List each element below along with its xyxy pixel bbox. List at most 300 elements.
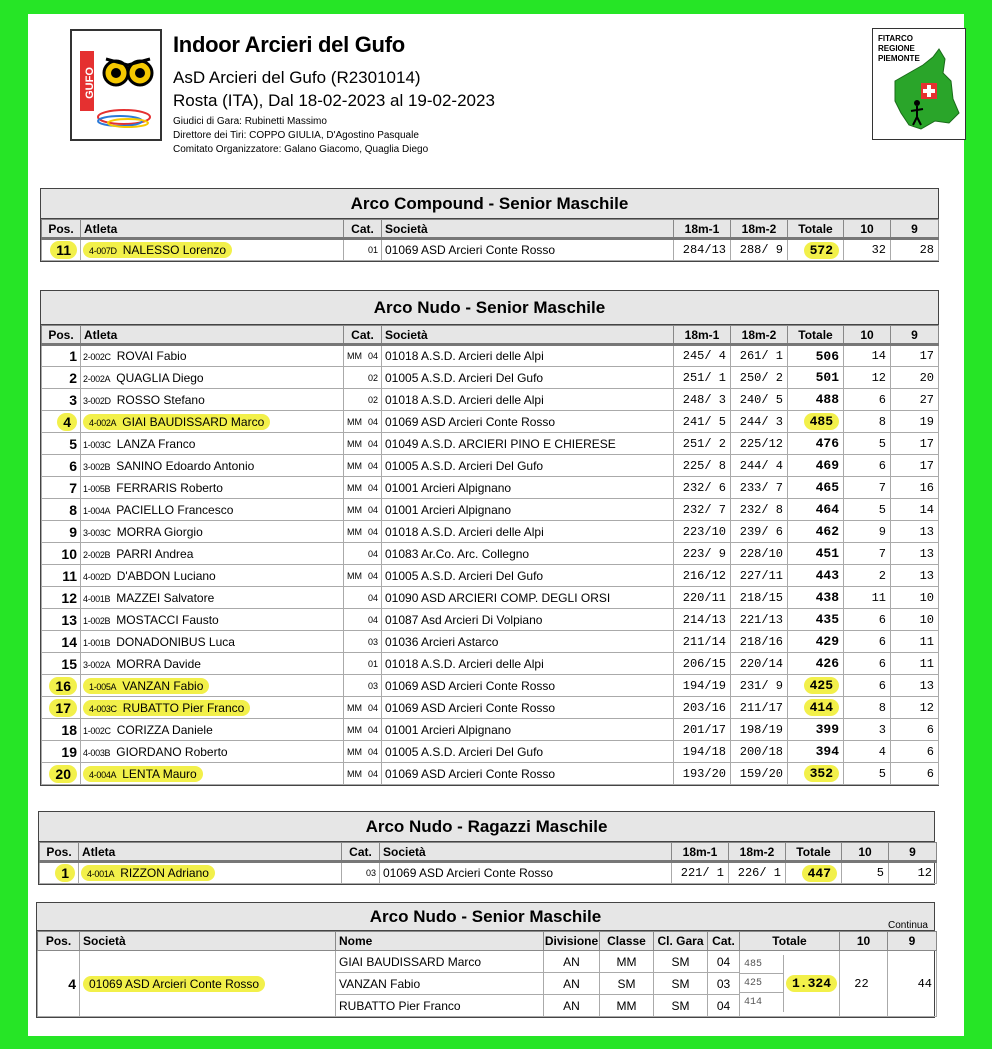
table-row	[42, 609, 939, 631]
athlete-pos: 5	[69, 435, 77, 452]
athlete-name: D'ABDON Luciano	[116, 568, 216, 583]
athlete-society: 01069 ASD Arcieri Conte Rosso	[382, 763, 674, 785]
athlete-pos: 11	[62, 567, 77, 584]
athlete-cat: 04	[367, 351, 378, 361]
col-athlete: Atleta	[81, 326, 344, 345]
table-row	[42, 719, 939, 741]
count-nines: 16	[891, 477, 939, 499]
athlete-cat: 01	[367, 245, 378, 255]
athlete-cat: 01	[367, 658, 378, 669]
table-row	[42, 587, 939, 609]
team-tens: 22	[840, 951, 888, 1017]
member-clgara: SM	[654, 995, 708, 1017]
athlete-society: 01018 A.S.D. Arcieri delle Alpi	[382, 521, 674, 543]
col-tens: 10	[844, 326, 891, 345]
score-18m-1: 220/11	[674, 587, 731, 609]
member-score: 485	[740, 955, 783, 974]
athlete-pos: 11	[50, 241, 77, 259]
athlete-pos: 6	[69, 457, 77, 474]
athlete-name: MORRA Davide	[116, 656, 201, 671]
count-nines: 13	[891, 543, 939, 565]
athlete-cat: 03	[367, 636, 378, 647]
athlete-society: 01018 A.S.D. Arcieri delle Alpi	[382, 389, 674, 411]
athlete-cat: 03	[367, 680, 378, 691]
athlete-society: 01005 A.S.D. Arcieri Del Gufo	[382, 741, 674, 763]
table-row	[42, 521, 939, 543]
count-tens: 5	[844, 499, 891, 521]
count-nines: 10	[891, 609, 939, 631]
col-cat: Cat.	[344, 326, 382, 345]
score-18m-1: 232/ 7	[674, 499, 731, 521]
score-18m-2: 233/ 7	[731, 477, 788, 499]
barebow-youth-table	[38, 811, 935, 885]
athlete-society: 01001 Arcieri Alpignano	[382, 499, 674, 521]
score-18m-1: 206/15	[674, 653, 731, 675]
athlete-cat: 04	[367, 548, 378, 559]
col-clgara: Cl. Gara	[654, 932, 708, 951]
count-tens: 5	[844, 433, 891, 455]
col-cat: Cat.	[344, 220, 382, 239]
count-tens: 4	[844, 741, 891, 763]
score-18m-2: 225/12	[731, 433, 788, 455]
member-division: AN	[544, 973, 600, 995]
score-total: 352	[804, 765, 839, 782]
score-total: 501	[815, 370, 839, 385]
athlete-society: 01069 ASD Arcieri Conte Rosso	[382, 411, 674, 433]
col-nines: 9	[891, 220, 939, 239]
col-18m-2: 18m-2	[729, 843, 786, 862]
member-score: 414	[744, 997, 763, 1008]
score-18m-2: 227/11	[731, 565, 788, 587]
col-total: Totale	[788, 326, 844, 345]
athlete-name: CORIZZA Daniele	[116, 722, 213, 737]
score-18m-2: 231/ 9	[731, 675, 788, 697]
athlete-society: 01069 ASD Arcieri Conte Rosso	[382, 239, 674, 261]
count-nines: 12	[891, 697, 939, 719]
score-18m-1: 214/13	[674, 609, 731, 631]
team-total: 1.324	[786, 975, 837, 992]
col-athlete: Atleta	[81, 220, 344, 239]
athlete-division: MM	[347, 416, 362, 427]
count-nines: 13	[891, 675, 939, 697]
count-tens: 6	[844, 653, 891, 675]
count-nines: 13	[891, 521, 939, 543]
count-tens: 11	[844, 587, 891, 609]
score-18m-2: 250/ 2	[731, 367, 788, 389]
athlete-division: MM	[347, 460, 362, 471]
score-total: 451	[815, 546, 839, 561]
athlete-cat: 04	[367, 592, 378, 603]
athlete-code: 4-002A	[89, 417, 117, 428]
count-nines: 11	[891, 631, 939, 653]
score-18m-2: 220/14	[731, 653, 788, 675]
barebow-senior-table	[40, 290, 939, 786]
score-total: 443	[815, 568, 839, 583]
score-total: 447	[802, 865, 837, 882]
athlete-society: 01087 Asd Arcieri Di Volpiano	[382, 609, 674, 631]
table-row	[42, 675, 939, 697]
score-total: 426	[815, 656, 839, 671]
count-nines: 11	[891, 653, 939, 675]
score-18m-1: 251/ 1	[674, 367, 731, 389]
athlete-pos: 19	[61, 743, 77, 760]
athlete-pos: 1	[55, 864, 75, 882]
score-18m-1: 193/20	[674, 763, 731, 785]
table-row	[42, 239, 939, 261]
count-tens: 7	[844, 477, 891, 499]
col-tens: 10	[840, 932, 888, 951]
athlete-code: 3-002B	[83, 461, 111, 472]
athlete-pos: 3	[69, 391, 77, 408]
count-nines: 10	[891, 587, 939, 609]
athlete-name: ROVAI Fabio	[116, 349, 187, 363]
athlete-pos: 10	[61, 545, 77, 562]
score-18m-2: 200/18	[731, 741, 788, 763]
member-division: AN	[544, 951, 600, 973]
athlete-code: 4-007D	[89, 246, 117, 256]
member-name: VANZAN Fabio	[336, 973, 544, 995]
col-nines: 9	[891, 326, 939, 345]
member-cat: 03	[708, 973, 740, 995]
count-nines: 17	[891, 455, 939, 477]
score-total: 435	[815, 612, 839, 627]
athlete-pos: 13	[61, 611, 77, 628]
athlete-pos: 1	[69, 348, 77, 364]
score-total: 399	[815, 722, 839, 737]
table-row	[42, 477, 939, 499]
event-header	[173, 32, 495, 157]
athlete-code: 3-002A	[83, 659, 111, 670]
athlete-society: 01005 A.S.D. Arcieri Del Gufo	[382, 455, 674, 477]
score-total: 476	[815, 436, 839, 451]
count-tens: 2	[844, 565, 891, 587]
table-row	[42, 499, 939, 521]
score-total: 464	[815, 502, 839, 517]
athlete-pos: 16	[49, 677, 77, 695]
athlete-name: SANINO Edoardo Antonio	[116, 458, 255, 473]
athlete-pos: 7	[69, 479, 77, 496]
logo-text: GUFO	[84, 67, 96, 99]
table-row	[42, 741, 939, 763]
table-row	[40, 862, 937, 884]
col-athlete: Atleta	[79, 843, 342, 862]
col-total: Totale	[740, 932, 840, 951]
score-total: 394	[815, 744, 839, 759]
score-total: 485	[804, 413, 839, 430]
score-18m-2: 228/10	[731, 543, 788, 565]
member-cat: 04	[708, 995, 740, 1017]
member-name: RUBATTO Pier Franco	[336, 995, 544, 1017]
section-title: Arco Nudo - Senior Maschile	[369, 907, 602, 926]
athlete-pos: 2	[69, 369, 77, 386]
athlete-cat: 04	[367, 416, 378, 427]
athlete-name: MORRA Giorgio	[116, 524, 203, 539]
count-nines: 14	[891, 499, 939, 521]
athlete-name: LANZA Franco	[116, 436, 196, 451]
count-tens: 6	[844, 609, 891, 631]
count-tens: 32	[844, 239, 891, 261]
col-pos: Pos.	[42, 326, 81, 345]
athlete-cat: 04	[367, 702, 378, 713]
col-society: Società	[382, 220, 674, 239]
team-results-table	[36, 902, 935, 1018]
member-class: SM	[600, 973, 654, 995]
athlete-name: QUAGLIA Diego	[116, 370, 204, 385]
col-18m-1: 18m-1	[674, 326, 731, 345]
score-18m-1: 245/ 4	[674, 345, 731, 367]
score-18m-1: 221/ 1	[672, 862, 729, 884]
event-place-date: Rosta (ITA), Dal 18-02-2023 al 19-02-2023	[173, 91, 495, 110]
athlete-code: 1-005B	[83, 483, 111, 494]
team-nines: 44	[888, 951, 937, 1017]
athlete-cat: 04	[367, 768, 378, 779]
event-title: Indoor Arcieri del Gufo	[173, 32, 405, 57]
section-title: Arco Nudo - Senior Maschile	[41, 291, 938, 325]
athlete-name: GIAI BAUDISSARD Marco	[122, 414, 265, 429]
score-total: 572	[804, 242, 839, 259]
athlete-code: 4-001B	[83, 593, 111, 604]
score-18m-2: 288/ 9	[731, 239, 788, 261]
col-pos: Pos.	[38, 932, 80, 951]
table-row	[42, 367, 939, 389]
athlete-division: MM	[347, 570, 362, 581]
score-18m-1: 251/ 2	[674, 433, 731, 455]
athlete-name: MOSTACCI Fausto	[116, 612, 219, 627]
score-18m-2: 159/20	[731, 763, 788, 785]
col-18m-1: 18m-1	[674, 220, 731, 239]
section-title: Arco Nudo - Ragazzi Maschile	[39, 812, 934, 842]
count-tens: 9	[844, 521, 891, 543]
score-18m-1: 216/12	[674, 565, 731, 587]
score-18m-1: 194/18	[674, 741, 731, 763]
athlete-code: 3-002D	[83, 395, 111, 406]
col-cat: Cat.	[708, 932, 740, 951]
col-cat: Cat.	[342, 843, 380, 862]
score-18m-2: 218/15	[731, 587, 788, 609]
score-18m-2: 261/ 1	[731, 345, 788, 367]
athlete-division: MM	[347, 351, 362, 361]
athlete-division: MM	[347, 768, 362, 779]
table-row	[42, 345, 939, 367]
count-nines: 19	[891, 411, 939, 433]
section-title: Arco Compound - Senior Maschile	[41, 189, 938, 219]
count-nines: 6	[891, 741, 939, 763]
table-row	[42, 565, 939, 587]
athlete-code: 1-002C	[83, 725, 111, 736]
athlete-code: 1-003C	[83, 439, 111, 450]
table-row	[42, 433, 939, 455]
score-total: 429	[815, 634, 839, 649]
score-total: 488	[815, 392, 839, 407]
athlete-pos: 4	[57, 413, 77, 431]
athlete-pos: 12	[61, 589, 77, 606]
team-society: 01069 ASD Arcieri Conte Rosso	[83, 976, 265, 992]
score-18m-1: 232/ 6	[674, 477, 731, 499]
score-18m-1: 223/ 9	[674, 543, 731, 565]
score-18m-1: 194/19	[674, 675, 731, 697]
member-clgara: SM	[654, 973, 708, 995]
athlete-code: 1-001B	[83, 637, 111, 648]
score-18m-2: 232/ 8	[731, 499, 788, 521]
athlete-code: 4-003B	[83, 747, 111, 758]
col-18m-1: 18m-1	[672, 843, 729, 862]
athlete-society: 01005 A.S.D. Arcieri Del Gufo	[382, 565, 674, 587]
count-tens: 3	[844, 719, 891, 741]
table-row	[42, 389, 939, 411]
athlete-pos: 15	[61, 655, 77, 672]
athlete-society: 01018 A.S.D. Arcieri delle Alpi	[382, 345, 674, 367]
athlete-division: MM	[347, 438, 362, 449]
col-pos: Pos.	[40, 843, 79, 862]
athlete-society: 01049 A.S.D. ARCIERI PINO E CHIERESE	[382, 433, 674, 455]
score-total: 465	[815, 480, 839, 495]
athlete-code: 2-002C	[83, 352, 111, 362]
athlete-society: 01069 ASD Arcieri Conte Rosso	[382, 675, 674, 697]
athlete-society: 01090 ASD ARCIERI COMP. DEGLI ORSI	[382, 587, 674, 609]
athlete-code: 4-001A	[87, 869, 115, 879]
athlete-division: MM	[347, 526, 362, 537]
athlete-cat: 04	[367, 746, 378, 757]
athlete-cat: 04	[367, 614, 378, 625]
col-total: Totale	[786, 843, 842, 862]
athlete-name: RUBATTO Pier Franco	[122, 700, 245, 715]
score-18m-2: 240/ 5	[731, 389, 788, 411]
member-class: MM	[600, 995, 654, 1017]
col-nines: 9	[888, 932, 937, 951]
athlete-code: 4-003C	[89, 703, 117, 714]
score-18m-1: 225/ 8	[674, 455, 731, 477]
count-tens: 6	[844, 631, 891, 653]
count-nines: 17	[891, 345, 939, 367]
athlete-division: MM	[347, 702, 362, 713]
count-nines: 13	[891, 565, 939, 587]
count-tens: 5	[844, 763, 891, 785]
athlete-code: 1-002B	[83, 615, 111, 626]
athlete-name: DONADONIBUS Luca	[116, 634, 235, 649]
table-row	[42, 411, 939, 433]
athlete-society: 01069 ASD Arcieri Conte Rosso	[380, 862, 672, 884]
athlete-division: MM	[347, 504, 362, 515]
organizer-club: AsD Arcieri del Gufo (R2301014)	[173, 68, 421, 87]
athlete-division: MM	[347, 746, 362, 757]
count-nines: 6	[891, 763, 939, 785]
count-tens: 8	[844, 697, 891, 719]
table-row	[42, 543, 939, 565]
col-class: Classe	[600, 932, 654, 951]
count-nines: 20	[891, 367, 939, 389]
athlete-cat: 02	[367, 372, 378, 383]
table-row	[42, 631, 939, 653]
athlete-code: 2-002A	[83, 373, 111, 384]
athlete-name: ROSSO Stefano	[116, 392, 205, 407]
judges-line: Giudici di Gara: Rubinetti Massimo	[173, 116, 327, 127]
athlete-code: 4-004A	[89, 769, 117, 780]
athlete-name: FERRARIS Roberto	[116, 480, 223, 495]
col-division: Divisione	[544, 932, 600, 951]
col-18m-2: 18m-2	[731, 326, 788, 345]
member-name: GIAI BAUDISSARD Marco	[336, 951, 544, 973]
count-nines: 27	[891, 389, 939, 411]
athlete-cat: 04	[367, 526, 378, 537]
athlete-society: 01083 Ar.Co. Arc. Collegno	[382, 543, 674, 565]
gufo-logo	[70, 29, 162, 141]
athlete-pos: 18	[61, 721, 77, 738]
score-18m-2: 211/17	[731, 697, 788, 719]
score-total: 414	[804, 699, 839, 716]
compound-senior-table	[40, 188, 939, 262]
count-nines: 12	[889, 862, 937, 884]
athlete-name: RIZZON Adriano	[120, 866, 209, 880]
score-18m-2: 239/ 6	[731, 521, 788, 543]
count-tens: 6	[844, 455, 891, 477]
athlete-cat: 04	[367, 504, 378, 515]
score-18m-1: 248/ 3	[674, 389, 731, 411]
col-society: Società	[380, 843, 672, 862]
athlete-society: 01018 A.S.D. Arcieri delle Alpi	[382, 653, 674, 675]
count-tens: 8	[844, 411, 891, 433]
score-18m-2: 221/13	[731, 609, 788, 631]
athlete-code: 1-004A	[83, 505, 111, 516]
athlete-society: 01005 A.S.D. Arcieri Del Gufo	[382, 367, 674, 389]
athlete-cat: 04	[367, 438, 378, 449]
score-18m-1: 211/14	[674, 631, 731, 653]
score-18m-1: 201/17	[674, 719, 731, 741]
athlete-cat: 02	[367, 394, 378, 405]
col-total: Totale	[788, 220, 844, 239]
col-tens: 10	[844, 220, 891, 239]
col-nines: 9	[889, 843, 937, 862]
team-pos: 4	[68, 975, 76, 992]
fitarco-line: PIEMONTE	[878, 54, 920, 63]
score-total: 425	[804, 677, 839, 694]
athlete-code: 2-002B	[83, 549, 111, 560]
piemonte-map-icon	[873, 29, 965, 139]
directors-line: Direttore dei Tiri: COPPO GIULIA, D'Agostino Pasquale	[173, 130, 419, 141]
score-18m-2: 244/ 4	[731, 455, 788, 477]
score-18m-1: 241/ 5	[674, 411, 731, 433]
athlete-name: VANZAN Fabio	[122, 678, 204, 693]
member-score: 425	[740, 974, 783, 993]
score-18m-2: 218/16	[731, 631, 788, 653]
col-pos: Pos.	[42, 220, 81, 239]
count-tens: 14	[844, 345, 891, 367]
fitarco-logo	[872, 28, 966, 140]
col-name: Nome	[336, 932, 544, 951]
fitarco-line: REGIONE	[878, 44, 915, 53]
athlete-cat: 04	[367, 482, 378, 493]
athlete-division: MM	[347, 482, 362, 493]
score-18m-1: 284/13	[674, 239, 731, 261]
table-row	[42, 455, 939, 477]
score-total: 462	[815, 524, 839, 539]
athlete-society: 01001 Arcieri Alpignano	[382, 477, 674, 499]
table-row	[42, 763, 939, 785]
table-row	[42, 697, 939, 719]
score-18m-1: 203/16	[674, 697, 731, 719]
count-tens: 6	[844, 675, 891, 697]
committee-line: Comitato Organizzatore: Galano Giacomo, Quaglia Diego	[173, 144, 429, 155]
col-society: Società	[382, 326, 674, 345]
count-tens: 5	[842, 862, 889, 884]
athlete-name: MAZZEI Salvatore	[116, 590, 215, 605]
col-society: Società	[80, 932, 336, 951]
count-tens: 7	[844, 543, 891, 565]
athlete-name: LENTA Mauro	[122, 766, 197, 781]
score-18m-2: 244/ 3	[731, 411, 788, 433]
athlete-society: 01001 Arcieri Alpignano	[382, 719, 674, 741]
team-row	[38, 951, 937, 973]
athlete-name: GIORDANO Roberto	[116, 744, 228, 759]
